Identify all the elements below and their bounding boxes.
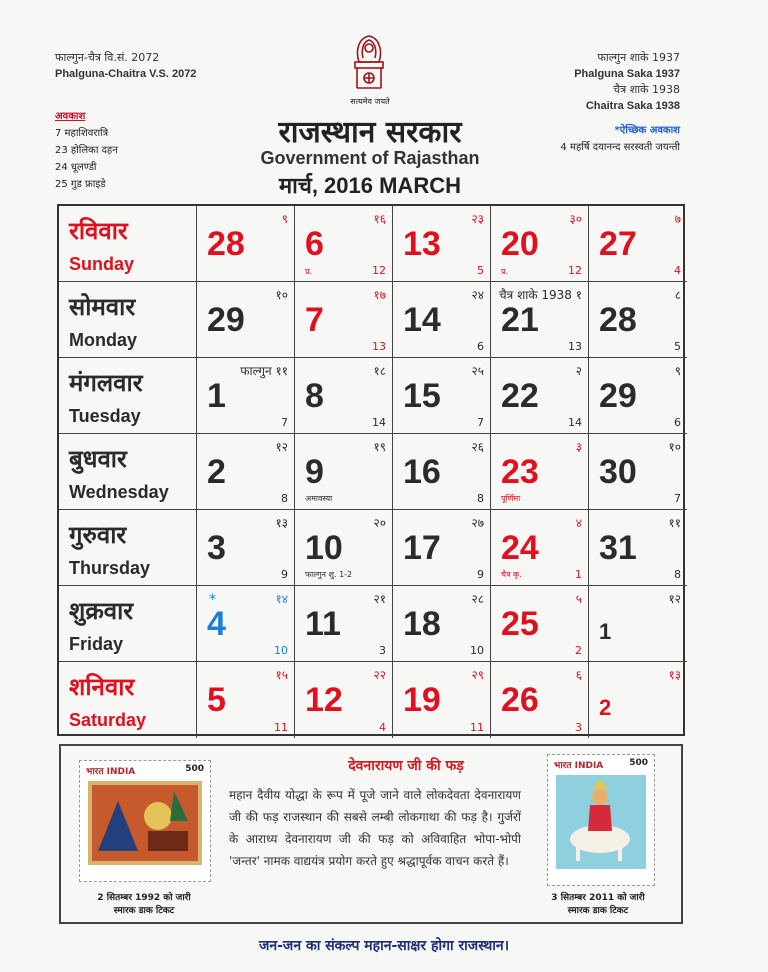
date-note: * [209, 592, 216, 608]
vs-year-hindi: फाल्गुन-चैत्र वि.सं. 2072 [55, 51, 160, 64]
hindu-tithi: ५ [575, 592, 582, 606]
hindu-tithi: ४ [575, 516, 582, 530]
date-note: फाल्गुन शु. 1-2 [305, 570, 353, 579]
date-number: 28 [207, 225, 245, 263]
day-label [59, 434, 197, 510]
date-note: प्र. [501, 267, 509, 276]
stamp-value: 500 [185, 764, 204, 774]
date-number: 7 [305, 301, 324, 339]
saka-date: 14 [568, 416, 582, 429]
date-cell[interactable] [393, 206, 491, 282]
saka-date: 4 [674, 264, 681, 277]
title-hindi: राजस्थान सरकार [278, 115, 462, 150]
day-label [59, 662, 197, 738]
date-number: 19 [403, 681, 441, 719]
stamp-right-date: 3 सितम्बर 2011 को जारी [551, 893, 645, 903]
saka-date: 3 [379, 644, 386, 657]
date-number: 25 [501, 605, 539, 643]
hindu-tithi: ६ [575, 668, 582, 682]
saka-date: 5 [477, 264, 484, 277]
saka-date: 13 [568, 340, 582, 353]
date-cell[interactable] [589, 206, 687, 282]
hindu-tithi: ३ [575, 440, 582, 454]
day-label [59, 586, 197, 662]
date-note: अमावस्या [305, 494, 333, 503]
stamp-value: 500 [629, 758, 648, 768]
day-name-english: Friday [69, 634, 124, 654]
date-cell[interactable] [491, 358, 589, 434]
date-number: 15 [403, 377, 441, 415]
day-name-english: Tuesday [69, 406, 141, 426]
date-cell[interactable] [295, 282, 393, 358]
footer-slogan: जन-जन का संकल्प महान-साक्षर होगा राजस्थान। [258, 938, 510, 954]
header-left [55, 50, 196, 82]
date-number: 17 [403, 529, 441, 567]
hindu-tithi: १३ [668, 668, 681, 682]
stamp-right-type: स्मारक डाक टिकट [567, 906, 629, 916]
info-paragraph: महान दैवीय योद्धा के रूप में पूजे जाने वाले लोकदेवता देवनारायण जी की फड़ राजस्थान की सबसे लम्बी लोकगाथा की फड़ है। गुर्जरों के आराध्य देवनारायण जी की फड़ को अविवाहित भोपा-भोपी 'जन्तर' नामक वाद्ययंत्र प्रयोग करते हुए श्रद्धापूर्वक वाचन करते हैं। [229, 788, 521, 868]
saka-date: 12 [372, 264, 386, 277]
month-title: मार्च, 2016 MARCH [279, 173, 461, 198]
saka-date: 8 [477, 492, 484, 505]
date-cell[interactable] [491, 586, 589, 662]
saka-date: 6 [674, 416, 681, 429]
painting-stamp-icon [88, 781, 202, 865]
date-note: प्र. [305, 267, 313, 276]
hindu-tithi: १३ [275, 516, 288, 530]
hindu-tithi: १९ [373, 440, 386, 454]
vs-year-english: Phalguna-Chaitra V.S. 2072 [55, 68, 197, 80]
hindu-tithi: २१ [373, 592, 386, 606]
saka-date: 10 [274, 644, 288, 657]
date-number: 24 [501, 529, 539, 567]
date-number: 4 [207, 605, 226, 643]
saka-date: 6 [477, 340, 484, 353]
day-name-english: Monday [69, 330, 138, 350]
date-cell[interactable] [197, 434, 295, 510]
hindu-tithi: २ [575, 364, 582, 378]
date-cell[interactable] [491, 662, 589, 738]
saka-date: 1 [575, 568, 582, 581]
holiday-item: 23 होलिका दहन [55, 145, 118, 156]
hindu-tithi: ७ [674, 212, 681, 226]
holiday-item: 24 धूलण्डी [55, 162, 97, 173]
hindu-tithi: ३० [569, 212, 582, 226]
date-cell[interactable] [197, 206, 295, 282]
date-number: 23 [501, 453, 539, 491]
date-cell[interactable] [295, 662, 393, 738]
date-cell[interactable] [393, 434, 491, 510]
date-cell[interactable] [589, 358, 687, 434]
stamp-country: भारत INDIA [86, 767, 136, 777]
date-cell[interactable] [295, 358, 393, 434]
hindu-tithi: २२ [373, 668, 386, 682]
saka-date: 9 [281, 568, 288, 581]
date-number: 9 [305, 453, 324, 491]
info-panel [59, 744, 683, 924]
day-name-hindi: गुरुवार [69, 520, 127, 549]
date-cell[interactable] [393, 358, 491, 434]
date-number: 29 [207, 301, 245, 339]
date-cell[interactable] [197, 358, 295, 434]
saka-date: 8 [674, 568, 681, 581]
day-name-hindi: मंगलवार [69, 368, 143, 397]
hindu-tithi: २४ [471, 288, 484, 302]
saka-date: 10 [470, 644, 484, 657]
hindu-tithi: १५ [275, 668, 288, 682]
ashoka-emblem-icon [345, 28, 393, 98]
hindu-tithi: २९ [471, 668, 484, 682]
info-heading: देवनारायण जी की फड़ [348, 758, 464, 774]
hindu-tithi: १० [668, 440, 681, 454]
date-cell[interactable] [491, 206, 589, 282]
hindu-tithi: १८ [373, 364, 386, 378]
date-cell[interactable] [491, 510, 589, 586]
date-cell[interactable] [197, 662, 295, 738]
date-number: 12 [305, 681, 343, 719]
holiday-item: 25 गुड फ्राइडे [55, 179, 106, 190]
day-label [59, 358, 197, 434]
hindu-tithi: २८ [471, 592, 484, 606]
motto: सत्यमेव जयते [350, 97, 390, 106]
optional-holiday-list [560, 122, 680, 156]
date-number: 21 [501, 301, 539, 339]
hindu-tithi: १६ [373, 212, 386, 226]
date-cell[interactable] [393, 662, 491, 738]
day-name-hindi: रविवार [69, 216, 128, 245]
date-cell[interactable] [197, 282, 295, 358]
holiday-heading: अवकाश [55, 111, 86, 122]
date-cell[interactable] [197, 510, 295, 586]
saka-chaitra-hindi: चैत्र शाके 1938 [613, 83, 680, 96]
holiday-item: 7 महाशिवरात्रि [55, 128, 109, 139]
saka-date: 11 [274, 721, 288, 734]
hindu-tithi: २० [373, 516, 386, 530]
date-number: 26 [501, 681, 539, 719]
date-cell[interactable] [589, 282, 687, 358]
date-number: 8 [305, 377, 324, 415]
stamp-left [79, 760, 211, 882]
date-cell[interactable] [393, 586, 491, 662]
hindu-tithi: फाल्गुन ११ [240, 364, 288, 378]
hindu-tithi: १२ [275, 440, 288, 454]
hindu-tithi: २६ [471, 440, 484, 454]
date-number: 6 [305, 225, 324, 263]
day-name-hindi: बुधवार [69, 444, 127, 473]
date-number: 22 [501, 377, 539, 415]
saka-date: 13 [372, 340, 386, 353]
hindu-tithi: २३ [471, 212, 484, 226]
hindu-tithi: १० [275, 288, 288, 302]
date-number: 11 [305, 605, 341, 643]
date-number: 16 [403, 453, 441, 491]
deity-horse-stamp-icon [556, 775, 646, 869]
holiday-list [55, 108, 118, 193]
hindu-tithi: ११ [668, 516, 681, 530]
saka-chaitra-english: Chaitra Saka 1938 [585, 100, 680, 112]
stamp-right-caption [523, 892, 673, 918]
saka-date: 12 [568, 264, 582, 277]
date-cell[interactable] [491, 434, 589, 510]
hindu-tithi: २५ [471, 364, 484, 378]
date-cell[interactable] [589, 662, 687, 738]
day-label [59, 510, 197, 586]
date-number: 3 [207, 529, 226, 567]
date-number: 14 [403, 301, 441, 339]
date-cell[interactable] [589, 434, 687, 510]
hindu-tithi: १७ [373, 288, 386, 302]
saka-phalguna-hindi: फाल्गुन शाके 1937 [597, 51, 680, 64]
date-cell[interactable] [295, 510, 393, 586]
date-number: 18 [403, 605, 441, 643]
day-name-english: Thursday [69, 558, 151, 578]
date-note: चैत्र कृ. [501, 570, 522, 579]
stamp-country: भारत INDIA [554, 761, 604, 771]
saka-date: 7 [674, 492, 681, 505]
date-number: 13 [403, 225, 441, 263]
hindu-tithi: २७ [471, 516, 484, 530]
date-number: 1 [207, 377, 226, 415]
optional-item: 4 महर्षि दयानन्द सरस्वती जयन्ती [560, 142, 680, 153]
saka-date: 4 [379, 721, 386, 734]
date-cell[interactable] [197, 586, 295, 662]
title-english: Government of Rajasthan [260, 148, 480, 168]
saka-date: 5 [674, 340, 681, 353]
day-name-english: Wednesday [69, 482, 169, 502]
date-number: 28 [599, 301, 637, 339]
optional-heading: *ऐच्छिक अवकाश [614, 125, 680, 136]
day-label [59, 206, 197, 282]
date-cell[interactable] [295, 586, 393, 662]
date-cell[interactable] [295, 434, 393, 510]
date-number: 5 [207, 681, 226, 719]
saka-date: 3 [575, 721, 582, 734]
saka-date: 14 [372, 416, 386, 429]
date-cell[interactable] [589, 510, 687, 586]
saka-date: 11 [470, 721, 484, 734]
date-number: 31 [599, 529, 637, 567]
hindu-tithi: ९ [674, 364, 681, 378]
date-number: 10 [305, 529, 343, 567]
saka-date: 8 [281, 492, 288, 505]
date-number: 27 [599, 225, 637, 263]
date-number: 29 [599, 377, 637, 415]
date-number: 30 [599, 453, 637, 491]
saka-date: 7 [477, 416, 484, 429]
date-cell[interactable] [491, 282, 589, 358]
hindu-tithi: ८ [674, 288, 681, 302]
date-number: 2 [599, 695, 612, 720]
saka-date: 7 [281, 416, 288, 429]
date-number: 20 [501, 225, 539, 263]
saka-date: 2 [575, 644, 582, 657]
day-name-hindi: सोमवार [69, 292, 136, 321]
header-right [574, 50, 680, 114]
stamp-left-date: 2 सितम्बर 1992 को जारी [97, 893, 191, 903]
saka-date: 9 [477, 568, 484, 581]
calendar-grid [57, 204, 685, 736]
stamp-right [547, 754, 655, 886]
date-number: 2 [207, 453, 226, 491]
date-note: पूर्णिमा [501, 494, 521, 503]
day-name-english: Saturday [69, 710, 147, 730]
hindu-tithi: १४ [275, 592, 288, 606]
hindu-tithi: चैत्र शाके 1938 १ [499, 288, 582, 302]
day-name-english: Sunday [69, 254, 135, 274]
date-cell[interactable] [589, 586, 687, 662]
saka-phalguna-english: Phalguna Saka 1937 [574, 68, 680, 80]
date-cell[interactable] [393, 282, 491, 358]
day-name-hindi: शनिवार [69, 672, 135, 701]
day-name-hindi: शुक्रवार [69, 596, 134, 625]
day-label [59, 282, 197, 358]
hindu-tithi: ९ [281, 212, 288, 226]
stamp-left-caption [69, 892, 219, 918]
stamp-left-type: स्मारक डाक टिकट [113, 906, 175, 916]
date-cell[interactable] [393, 510, 491, 586]
hindu-tithi: १२ [668, 592, 681, 606]
date-cell[interactable] [295, 206, 393, 282]
date-number: 1 [599, 619, 612, 644]
